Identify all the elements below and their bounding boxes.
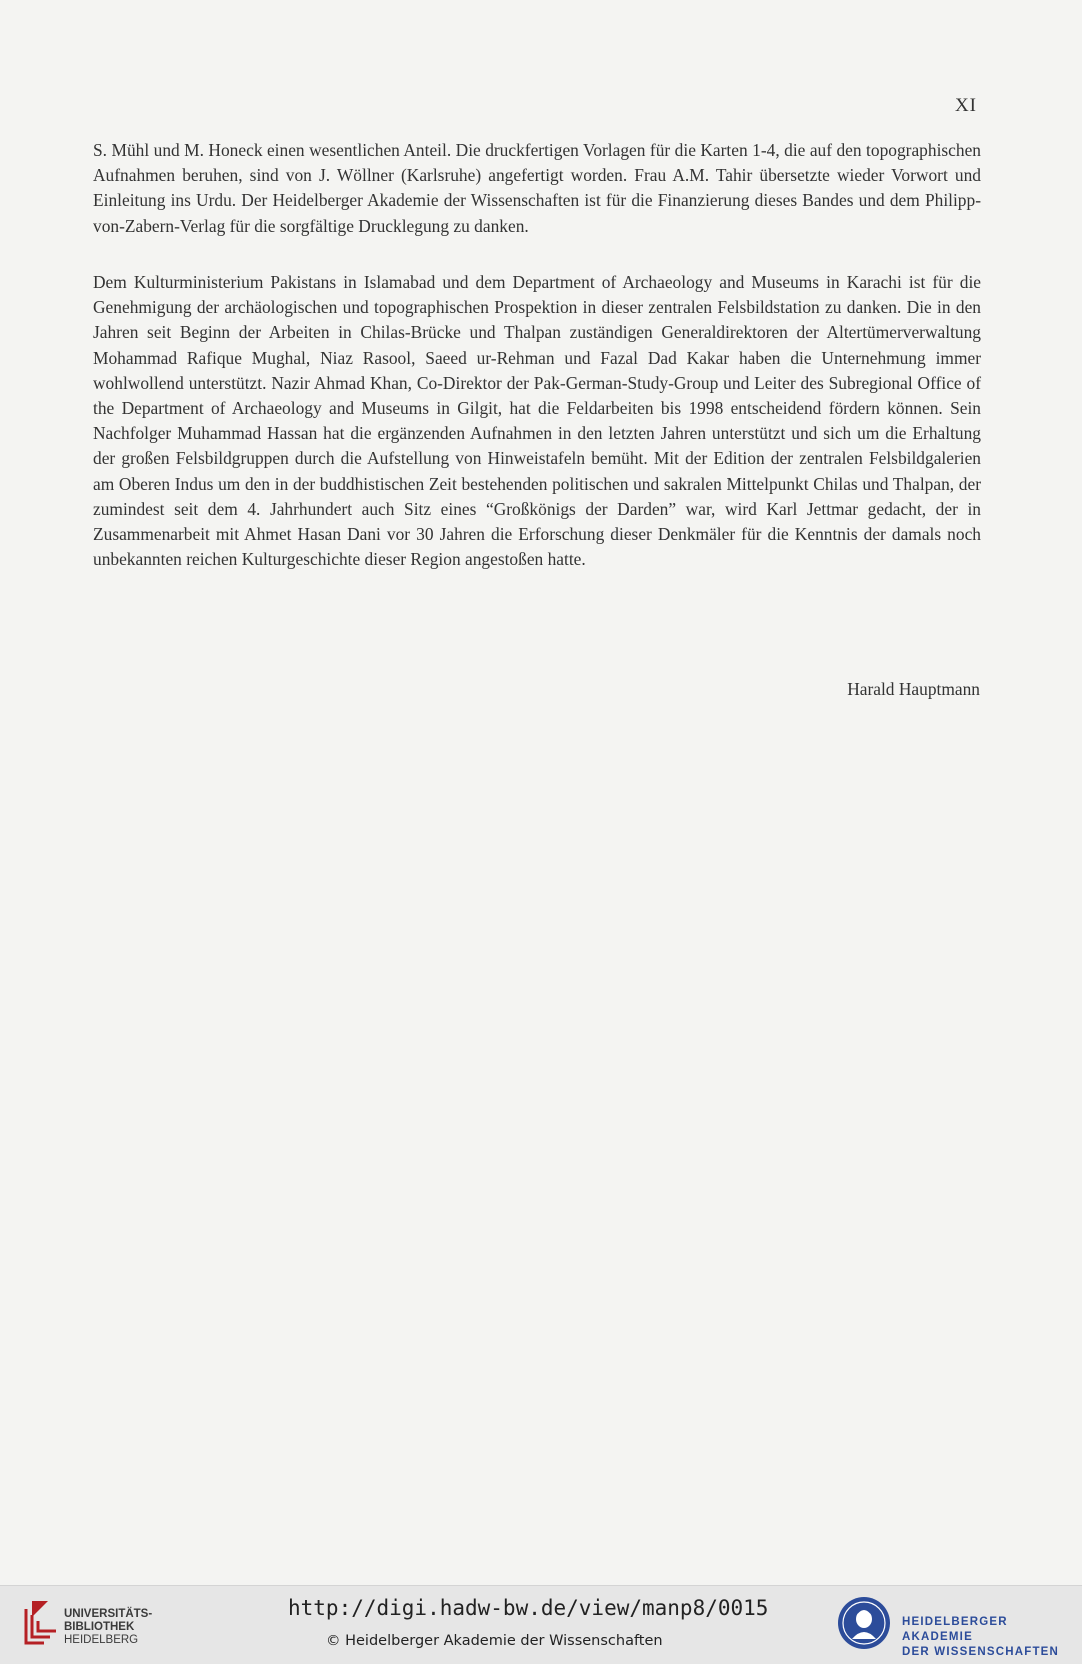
academy-seal-icon[interactable]	[836, 1595, 892, 1651]
ub-line-1: UNIVERSITÄTS-	[64, 1608, 153, 1620]
paragraph-acknowledgements-1: S. Mühl und M. Honeck einen wesentlichen Anteil. Die druckfertigen Vorlagen für die Karten 1-4, die auf den topographischen Aufnahmen beruhen, sind von J. Wöllner (Karlsruhe) angefertigt worden. Frau A.M. Tahir übersetzte wieder Vorwort und Einleitung ins Urdu. Der Heidelberger Akademie der Wissenschaften ist für die Finanzierung dieses Bandes und dem Philipp-von-Zabern-Verlag für die sorgfältige Drucklegung zu danken.	[93, 140, 981, 236]
permalink-url[interactable]: http://digi.hadw-bw.de/view/manp8/0015	[288, 1596, 769, 1620]
paragraph-acknowledgements-2: Dem Kulturministerium Pakistans in Islamabad und dem Department of Archaeology and Museums in Karachi ist für die Genehmigung der archäologischen und topographischen Prospektion in dieser zentralen Felsbildstation zu danken. Die in den Jahren seit Beginn der Arbeiten in Chilas-Brücke und Thalpan zuständigen Generaldirektoren der Altertümerverwaltung Mohammad Rafique Mughal, Niaz Rasool, Saeed ur-Rehman und Fazal Dad Kakar haben die Unternehmung immer wohlwollend unterstützt. Nazir Ahmad Khan, Co-Direktor der Pak-German-Study-Group und Leiter des Subregional Office of the Department of Archaeology and Museums in Gilgit, hat die Feldarbeiten bis 1998 entscheidend fördern können. Sein Nachfolger Muhammad Hassan hat die ergänzenden Aufnahmen in den letzten Jahren unterstützt und sich um die Erhaltung der großen Felsbildgruppen durch die Aufstellung von Hinweistafeln bemüht. Mit der Edition der zentralen Felsbildgalerien am Oberen Indus um den in der buddhistischen Zeit bestehenden politischen und sakralen Mittelpunkt Chilas und Thalpan, der zumindest seit dem 4. Jahrhundert auch Sitz eines “Großkönigs der Darden” war, wird Karl Jettmar gedacht, der in Zusammenarbeit mit Ahmet Hasan Dani vor 30 Jahren die Erforschung dieser Denkmäler für die Kenntnis der damals noch unbekannten reichen Kulturgeschichte dieser Region angestoßen hatte.	[93, 272, 981, 570]
footer-bar	[0, 1585, 1082, 1664]
copyright-notice: © Heidelberger Akademie der Wissenschaften	[326, 1633, 663, 1649]
ub-line-3: HEIDELBERG	[64, 1634, 139, 1646]
ub-line-2: BIBLIOTHEK	[64, 1621, 135, 1633]
page-number: XI	[954, 95, 977, 116]
academy-name[interactable]	[902, 1615, 1082, 1660]
author-signature: Harald Hauptmann	[847, 679, 980, 699]
hadw-line-2: DER WISSENSCHAFTEN	[902, 1646, 1060, 1658]
hadw-line-1: HEIDELBERGER AKADEMIE	[902, 1616, 1008, 1643]
university-library-logo-icon[interactable]	[18, 1597, 64, 1647]
university-library-name[interactable]	[64, 1608, 152, 1647]
